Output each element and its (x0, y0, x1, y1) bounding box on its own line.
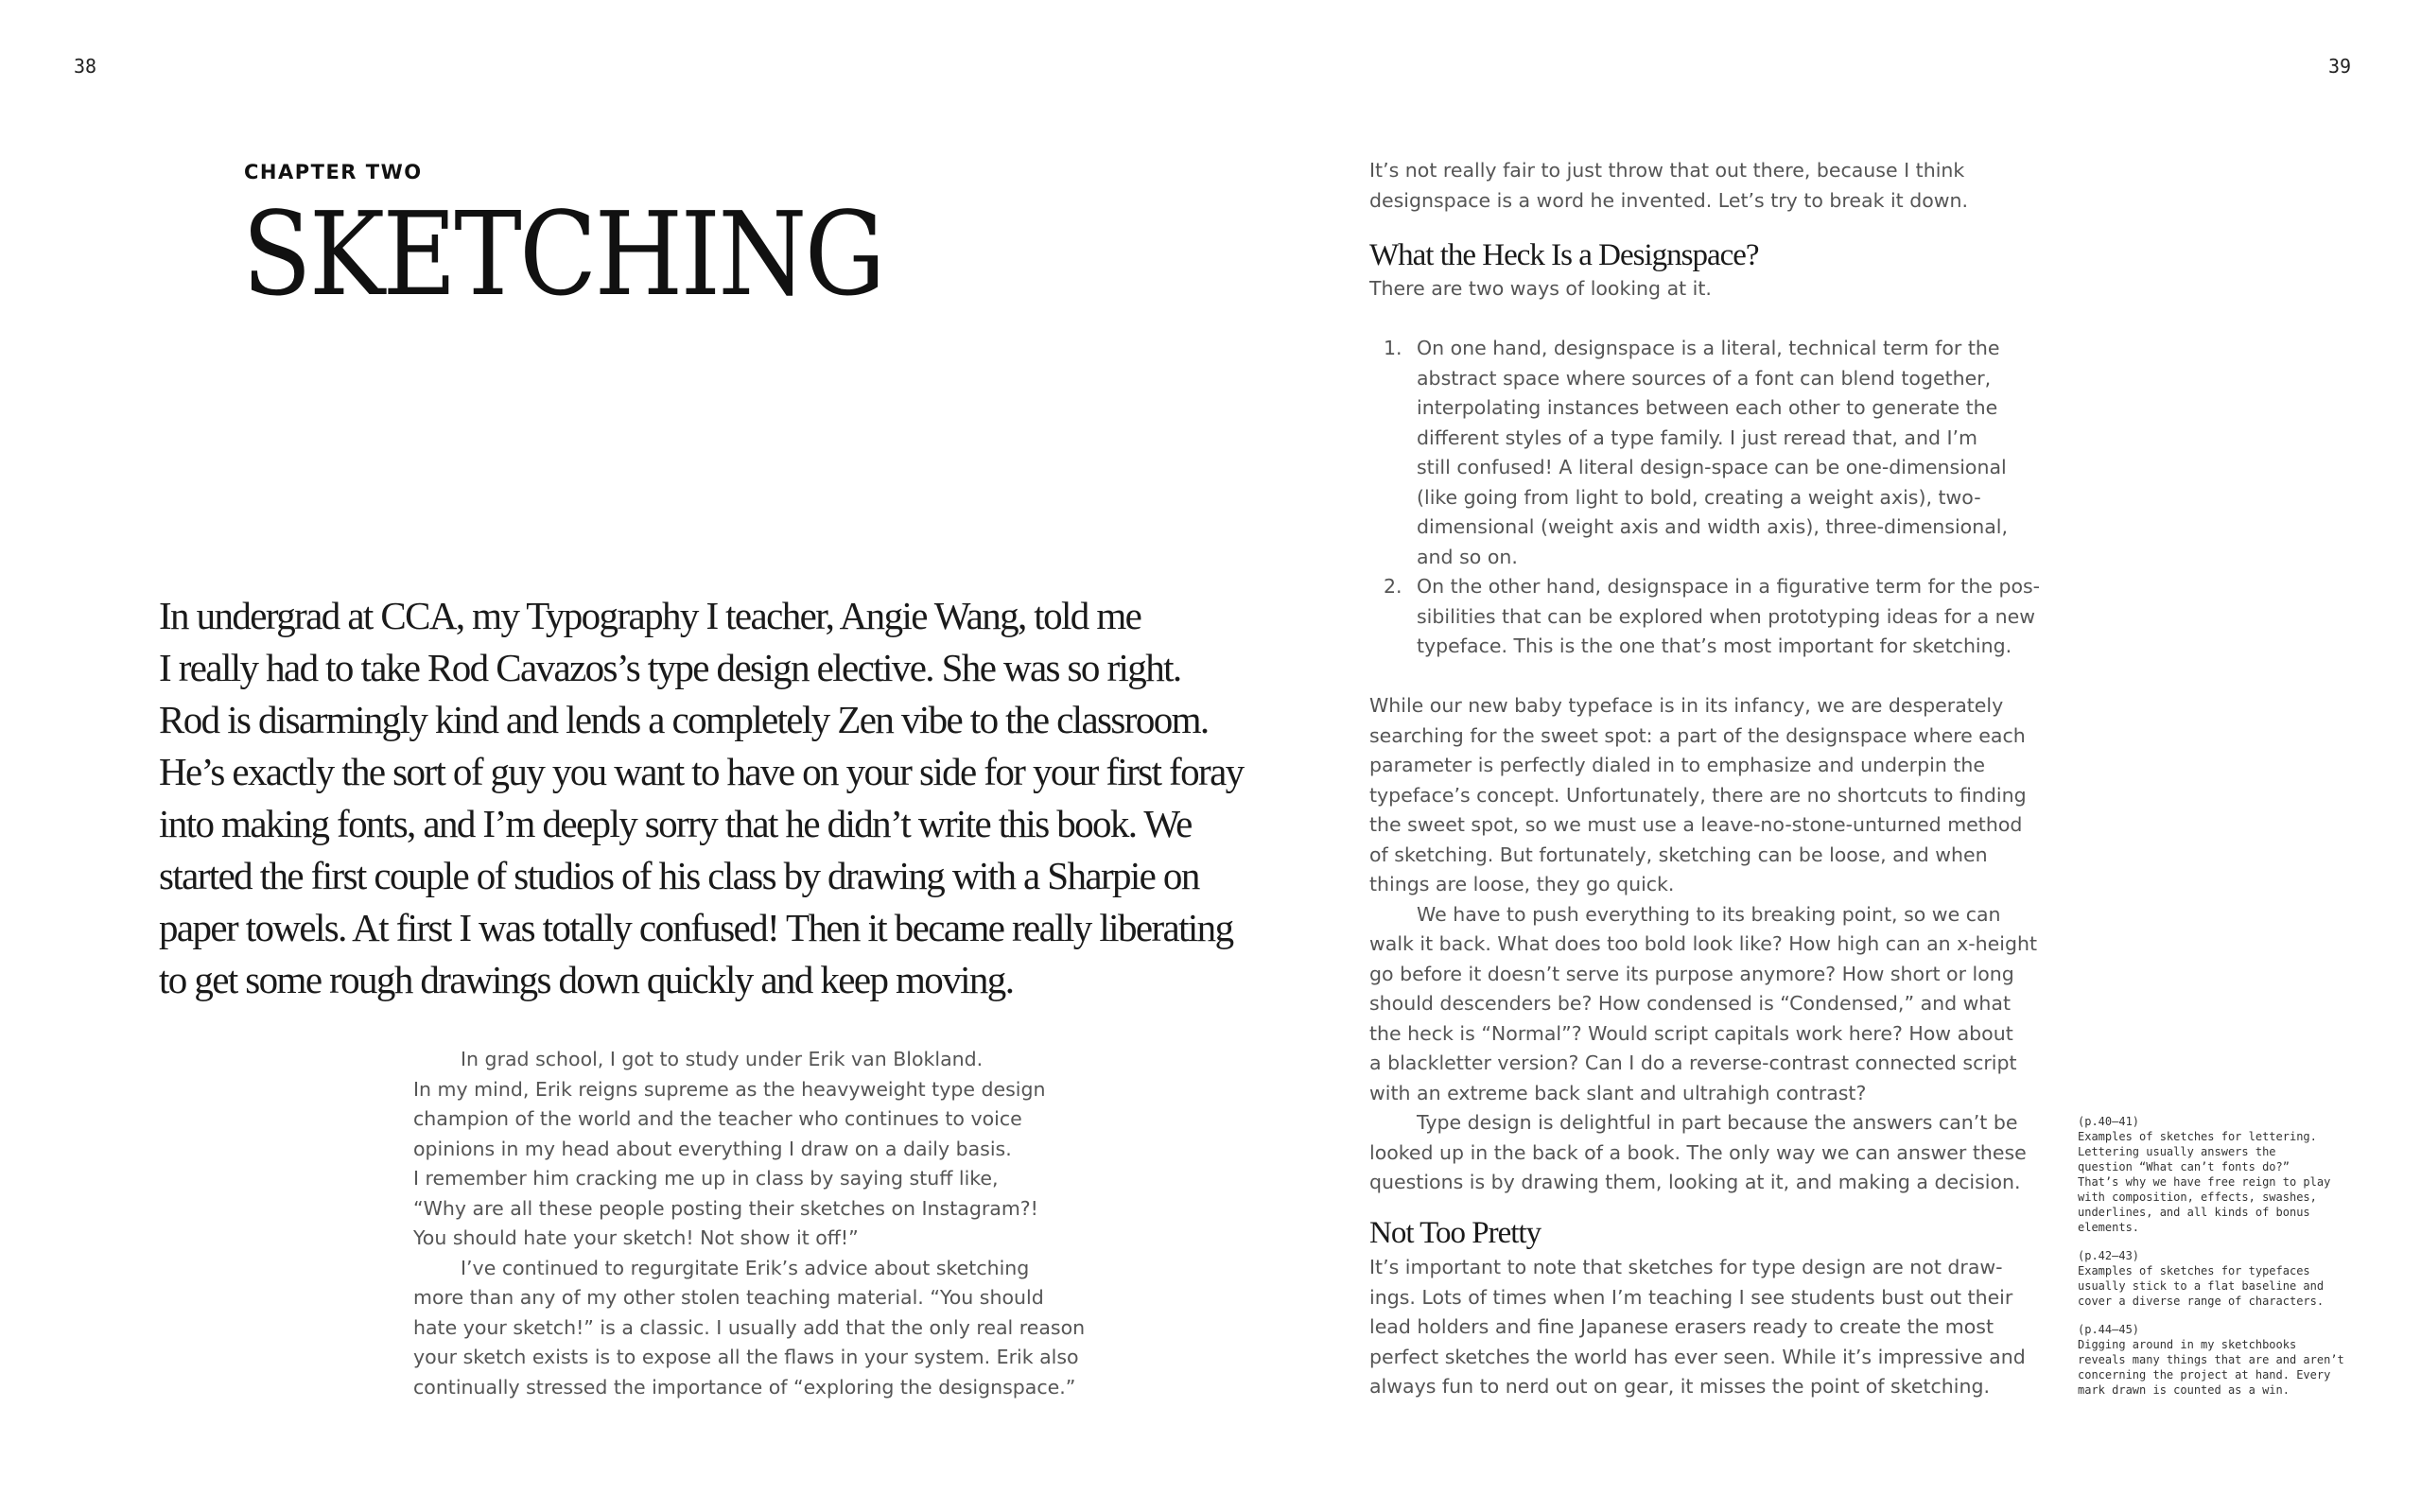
body-line: designspace is a word he invented. Let’s try to break it down. (1369, 188, 1969, 212)
lede-line: to get some rough drawings down quickly and keep moving. (159, 958, 1014, 1001)
body-line: perfect sketches the world has ever seen. While it’s impressive and (1369, 1345, 2026, 1368)
body-line: abstract space where sources of a font can blend together, (1417, 366, 1992, 390)
body-line: I’ve continued to regurgitate Erik’s advice about sketching (461, 1256, 1030, 1279)
side-note-line: underlines, and all kinds of bonus (2078, 1206, 2310, 1219)
body-line: things are loose, they go quick. (1369, 873, 1675, 895)
side-note-line: reveals many things that are and aren’t (2078, 1353, 2344, 1366)
body-line: We have to push everything to its breaking point, so we can (1417, 902, 2001, 926)
side-note-line: Lettering usually answers the (2078, 1145, 2276, 1158)
body-line: ings. Lots of times when I’m teaching I see students bust out their (1369, 1285, 2013, 1309)
side-note-ref: (p.42–43) (2078, 1249, 2140, 1262)
chapter-title: SKETCHING (242, 187, 883, 322)
body-line: lead holders and fine Japanese erasers ready to create the most (1369, 1315, 1994, 1338)
right-body-text (1369, 691, 2037, 1198)
side-note-line: That’s why we have free reign to play (2078, 1175, 2331, 1189)
body-line: and so on. (1417, 545, 1518, 568)
body-line: On one hand, designspace is a literal, technical term for the (1417, 337, 2000, 359)
body-line: questions is by drawing them, looking at it, and making a decision. (1369, 1171, 2021, 1193)
body-line: Type design is delightful in part because the answers can’t be (1417, 1111, 2018, 1134)
body-line: You should hate your sketch! Not show it off!” (413, 1226, 859, 1249)
section-heading-designspace: What the Heck Is a Designspace? (1369, 238, 1759, 272)
body-line: looked up in the back of a book. The only way we can answer these (1369, 1140, 2027, 1164)
body-line: still confused! A literal design-space can be one-dimensional (1417, 456, 2007, 478)
body-line: of sketching. But fortunately, sketching can be loose, and when (1369, 843, 1988, 866)
body-line: typeface. This is the one that’s most important for sketching. (1417, 634, 2012, 657)
body-line: opinions in my head about everything I draw on a daily basis. (413, 1137, 1012, 1160)
side-note-line: concerning the project at hand. Every (2078, 1368, 2331, 1382)
side-note-line: elements. (2078, 1221, 2140, 1234)
body-line: parameter is perfectly dialed in to emphasize and underpin the (1369, 754, 1985, 776)
body-line: I remember him cracking me up in class by saying stuff like, (413, 1167, 999, 1190)
body-line: a blackletter version? Can I do a reverse-contrast connected script (1369, 1051, 2017, 1074)
list-number: 1. (1384, 337, 1402, 359)
body-line: your sketch exists is to expose all the flaws in your system. Erik also (413, 1346, 1079, 1368)
section-lead: There are two ways of looking at it. (1369, 277, 1712, 300)
body-line: should descenders be? How condensed is “Condensed,” and what (1369, 992, 2012, 1015)
lede-line: He’s exactly the sort of guy you want to have on your side for your first foray (159, 750, 1244, 793)
body-line: the heck is “Normal”? Would script capitals work here? How about (1369, 1021, 2013, 1045)
body-line: go before it doesn’t serve its purpose anymore? How short or long (1369, 962, 2014, 985)
list-item (1369, 572, 2040, 662)
side-note-line: cover a diverse range of characters. (2078, 1295, 2325, 1308)
lede-line: paper towels. At first I was totally confused! Then it became really liberating (159, 906, 1233, 949)
not-too-pretty-body (1369, 1253, 2026, 1402)
body-line: In grad school, I got to study under Erik van Blokland. (461, 1048, 984, 1070)
side-note-line: Examples of sketches for typefaces (2078, 1264, 2310, 1277)
side-note-ref: (p.44–45) (2078, 1323, 2140, 1336)
side-note (2078, 1248, 2344, 1309)
body-line: sibilities that can be explored when prototyping ideas for a new (1417, 604, 2036, 628)
body-line: different styles of a type family. I just reread that, and I’m (1417, 426, 1978, 449)
body-line: walk it back. What does too bold look like? How high can an x-height (1369, 932, 2038, 955)
side-note-line: question “What can’t fonts do?” (2078, 1160, 2290, 1173)
body-line: with an extreme back slant and ultrahigh contrast? (1369, 1081, 1867, 1104)
body-line: “Why are all these people posting their sketches on Instagram?! (413, 1196, 1038, 1220)
body-line: typeface’s concept. Unfortunately, there are no shortcuts to finding (1369, 783, 2027, 807)
body-line: It’s not really fair to just throw that out there, because I think (1369, 159, 1965, 182)
side-note (2078, 1322, 2344, 1398)
body-line: It’s important to note that sketches for type design are not draw- (1369, 1256, 2003, 1278)
body-line: searching for the sweet spot: a part of the designspace where each (1369, 723, 2026, 747)
body-line: dimensional (weight axis and width axis), three-dimensional, (1417, 515, 2008, 538)
body-line: continually stressed the importance of “exploring the designspace.” (413, 1375, 1076, 1399)
side-note-line: mark drawn is counted as a win. (2078, 1383, 2290, 1397)
body-line: the sweet spot, so we must use a leave-no-stone-unturned method (1369, 813, 2023, 836)
body-line: champion of the world and the teacher who continues to voice (413, 1107, 1022, 1130)
page-number-left: 38 (74, 55, 97, 78)
right-intro (1369, 156, 1968, 216)
body-line: In my mind, Erik reigns supreme as the heavyweight type design (413, 1077, 1046, 1101)
side-note-line: Digging around in my sketchbooks (2078, 1338, 2297, 1351)
side-note-line: with composition, effects, swashes, (2078, 1190, 2317, 1204)
body-line: hate your sketch!” is a classic. I usually add that the only real reason (413, 1315, 1086, 1339)
body-line: On the other hand, designspace in a figurative term for the pos- (1417, 575, 2041, 598)
lede-line: In undergrad at CCA, my Typography I teacher, Angie Wang, told me (159, 594, 1141, 637)
side-note (2078, 1114, 2344, 1235)
body-line: more than any of my other stolen teaching material. “You should (413, 1286, 1044, 1309)
side-notes (2078, 1114, 2344, 1411)
section-heading-not-too-pretty: Not Too Pretty (1369, 1216, 1541, 1250)
lede-paragraph (159, 590, 1244, 1006)
lede-line: into making fonts, and I’m deeply sorry that he didn’t write this book. We (159, 802, 1192, 845)
list-item (1369, 334, 2040, 572)
lede-line: Rod is disarmingly kind and lends a completely Zen vibe to the classroom. (159, 698, 1209, 741)
side-note-line: Examples of sketches for lettering. (2078, 1130, 2317, 1143)
lede-line: I really had to take Rod Cavazos’s type design elective. She was so right. (159, 646, 1181, 689)
body-line: interpolating instances between each other to generate the (1417, 396, 1998, 419)
lede-line: started the first couple of studios of his class by drawing with a Sharpie on (159, 854, 1199, 897)
page-number-right: 39 (2328, 55, 2352, 78)
list-number: 2. (1384, 575, 1402, 598)
body-line: While our new baby typeface is in its infancy, we are desperately (1369, 694, 2004, 717)
left-body-text (413, 1045, 1085, 1402)
side-note-ref: (p.40–41) (2078, 1115, 2140, 1128)
body-line: always fun to nerd out on gear, it misses the point of sketching. (1369, 1375, 1990, 1398)
designspace-list (1369, 334, 2040, 662)
side-note-line: usually stick to a flat baseline and (2078, 1279, 2325, 1293)
chapter-kicker: CHAPTER TWO (244, 161, 423, 183)
body-line: (like going from light to bold, creating a weight axis), two- (1417, 485, 1981, 509)
